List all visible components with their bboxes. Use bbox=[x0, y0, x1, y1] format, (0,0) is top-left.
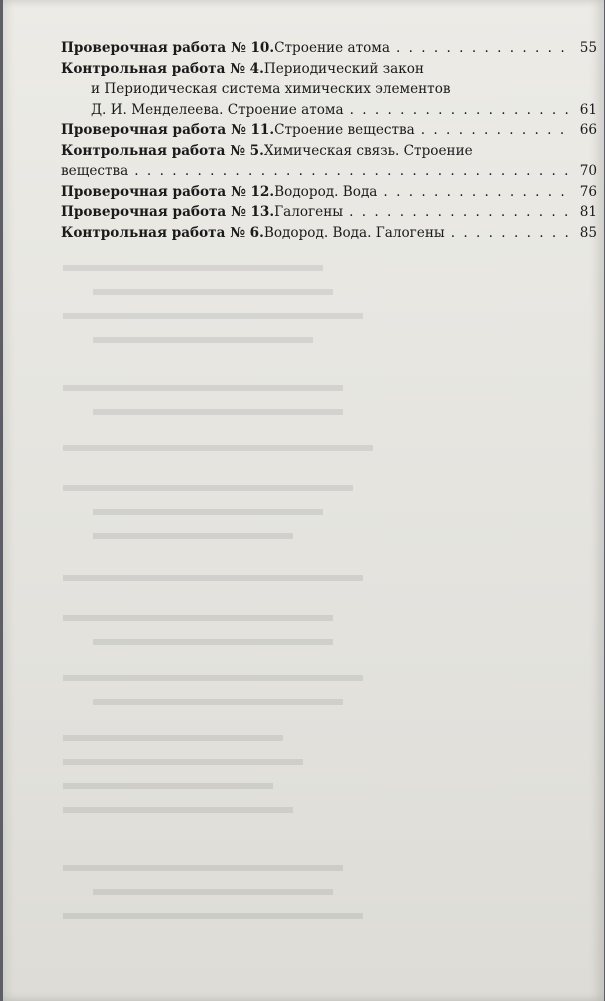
toc-entry-label: Проверочная работа № 11. bbox=[61, 122, 275, 138]
toc-entry-label: Проверочная работа № 10. bbox=[61, 40, 275, 56]
toc-entry bbox=[61, 141, 597, 162]
toc-entry-title: Периодический закон bbox=[263, 60, 424, 77]
dot-leader bbox=[421, 120, 571, 141]
toc-entry-label: Контрольная работа № 6. bbox=[61, 224, 264, 241]
dot-leader bbox=[383, 182, 571, 203]
toc-page-number: 66 bbox=[579, 122, 597, 138]
toc-entry-continuation bbox=[61, 79, 597, 100]
toc-page-number: 61 bbox=[579, 101, 597, 118]
toc-entry-label: Контрольная работа № 4. bbox=[61, 60, 264, 77]
toc-entry-label: Проверочная работа № 12. bbox=[61, 183, 275, 200]
toc-entry bbox=[61, 120, 597, 141]
toc-page-number: 70 bbox=[579, 163, 597, 179]
toc-entry bbox=[61, 202, 597, 223]
toc-page-number: 76 bbox=[579, 183, 597, 200]
dot-leader bbox=[134, 161, 571, 182]
toc-entry-title: Строение атома bbox=[274, 40, 390, 56]
toc-entry-continuation bbox=[61, 161, 597, 182]
toc-entry-continuation bbox=[61, 100, 597, 121]
toc-entry bbox=[61, 38, 597, 59]
toc-entry bbox=[61, 59, 597, 80]
toc-entry-title: Водород. Вода bbox=[274, 183, 378, 200]
table-of-contents bbox=[61, 38, 597, 243]
dot-leader bbox=[396, 38, 571, 59]
toc-entry bbox=[61, 182, 597, 203]
toc-entry-label: Контрольная работа № 5. bbox=[61, 142, 264, 159]
document-page bbox=[3, 0, 604, 1001]
dot-leader bbox=[349, 202, 571, 223]
toc-page-number: 81 bbox=[579, 204, 597, 220]
toc-entry-title: и Периодическая система химических элементов bbox=[91, 81, 451, 97]
dot-leader bbox=[451, 223, 571, 244]
toc-entry-title: Химическая связь. Строение bbox=[263, 142, 473, 159]
toc-entry bbox=[61, 223, 597, 244]
toc-entry-title: Строение вещества bbox=[274, 122, 415, 138]
toc-entry-title: вещества bbox=[61, 163, 129, 179]
bleed-through-texture bbox=[63, 255, 583, 955]
toc-entry-title: Галогены bbox=[274, 204, 344, 220]
toc-page-number: 85 bbox=[579, 224, 597, 241]
dot-leader bbox=[350, 100, 571, 121]
toc-entry-label: Проверочная работа № 13. bbox=[61, 204, 275, 220]
toc-page-number: 55 bbox=[579, 40, 597, 56]
toc-entry-title: Водород. Вода. Галогены bbox=[263, 224, 445, 241]
toc-entry-title: Д. И. Менделеева. Строение атома bbox=[91, 101, 344, 118]
